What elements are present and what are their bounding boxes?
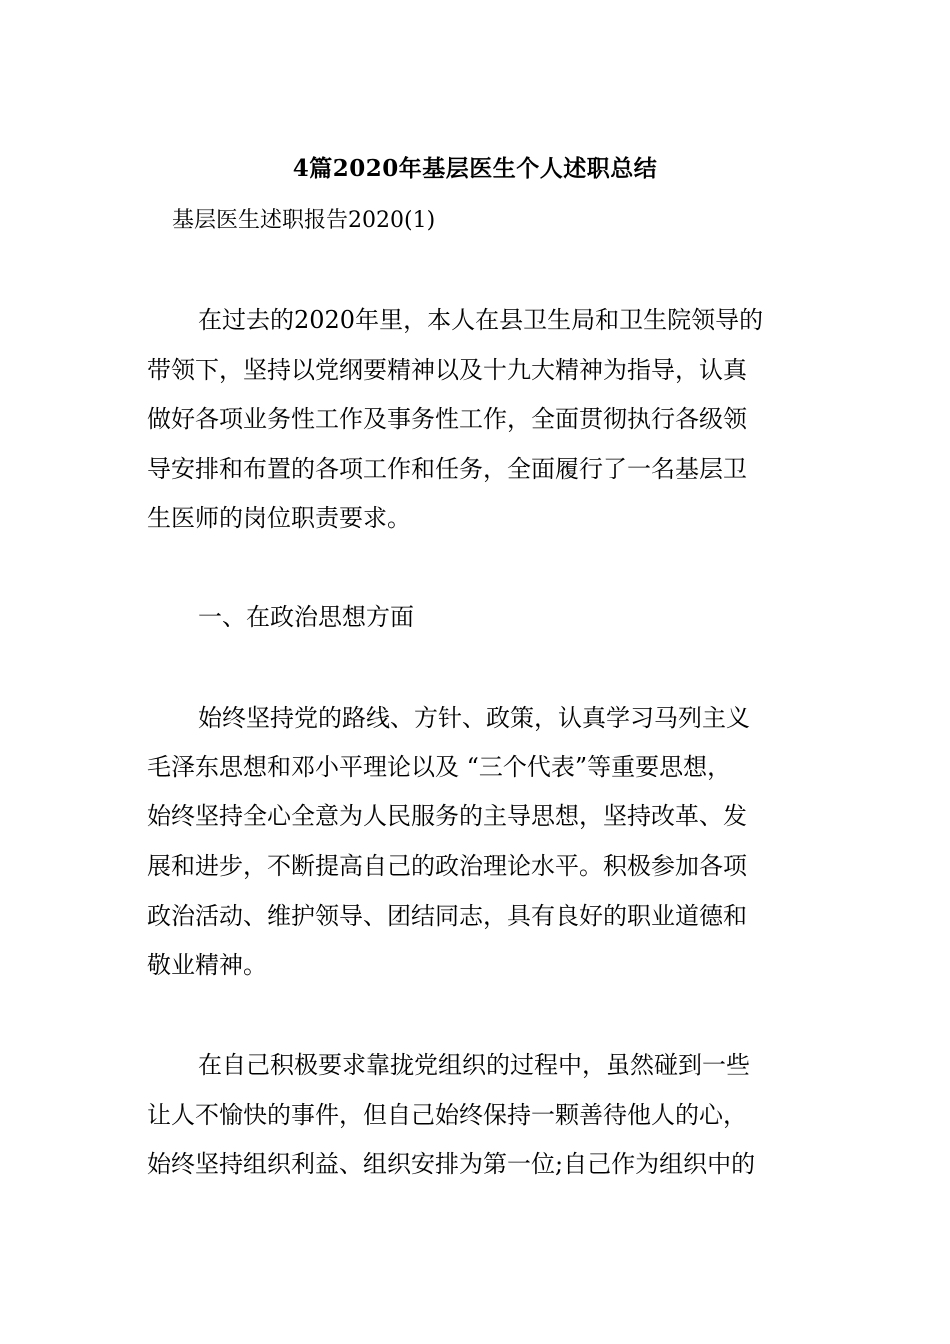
paragraph-line: 始终坚持全心全意为人民服务的主导思想，坚持改革、发 [147, 802, 747, 830]
paragraph-line: 在自己积极要求靠拢党组织的过程中，虽然碰到一些 [198, 1051, 750, 1079]
paragraph-line: 始终坚持组织利益、组织安排为第一位;自己作为组织中的 [147, 1150, 756, 1178]
paragraph-line: 政治活动、维护领导、团结同志，具有良好的职业道德和 [147, 902, 747, 930]
paragraph-line: 在过去的2020年里，本人在县卫生局和卫生院领导的 [198, 306, 764, 334]
paragraph-line: 生医师的岗位职责要求。 [147, 504, 411, 532]
paragraph-line: 做好各项业务性工作及事务性工作，全面贯彻执行各级领 [147, 405, 747, 433]
paragraph-line: 始终坚持党的路线、方针、政策，认真学习马列主义 [198, 704, 750, 732]
paragraph-line: 带领下，坚持以党纲要精神以及十九大精神为指导，认真 [147, 356, 747, 384]
paragraph-line: 导安排和布置的各项工作和任务，全面履行了一名基层卫 [147, 455, 747, 483]
paragraph-line: 毛泽东思想和邓小平理论以及 “三个代表”等重要思想， [147, 753, 732, 781]
document-title: 4篇2020年基层医生个人述职总结 [292, 155, 658, 182]
paragraph-line: 展和进步，不断提高自己的政治理论水平。积极参加各项 [147, 852, 747, 880]
section-heading: 一、在政治思想方面 [198, 603, 414, 631]
document-subtitle: 基层医生述职报告2020(1) [172, 208, 436, 233]
paragraph-line: 敬业精神。 [147, 951, 267, 979]
paragraph-line: 让人不愉快的事件，但自己始终保持一颗善待他人的心， [147, 1101, 747, 1129]
